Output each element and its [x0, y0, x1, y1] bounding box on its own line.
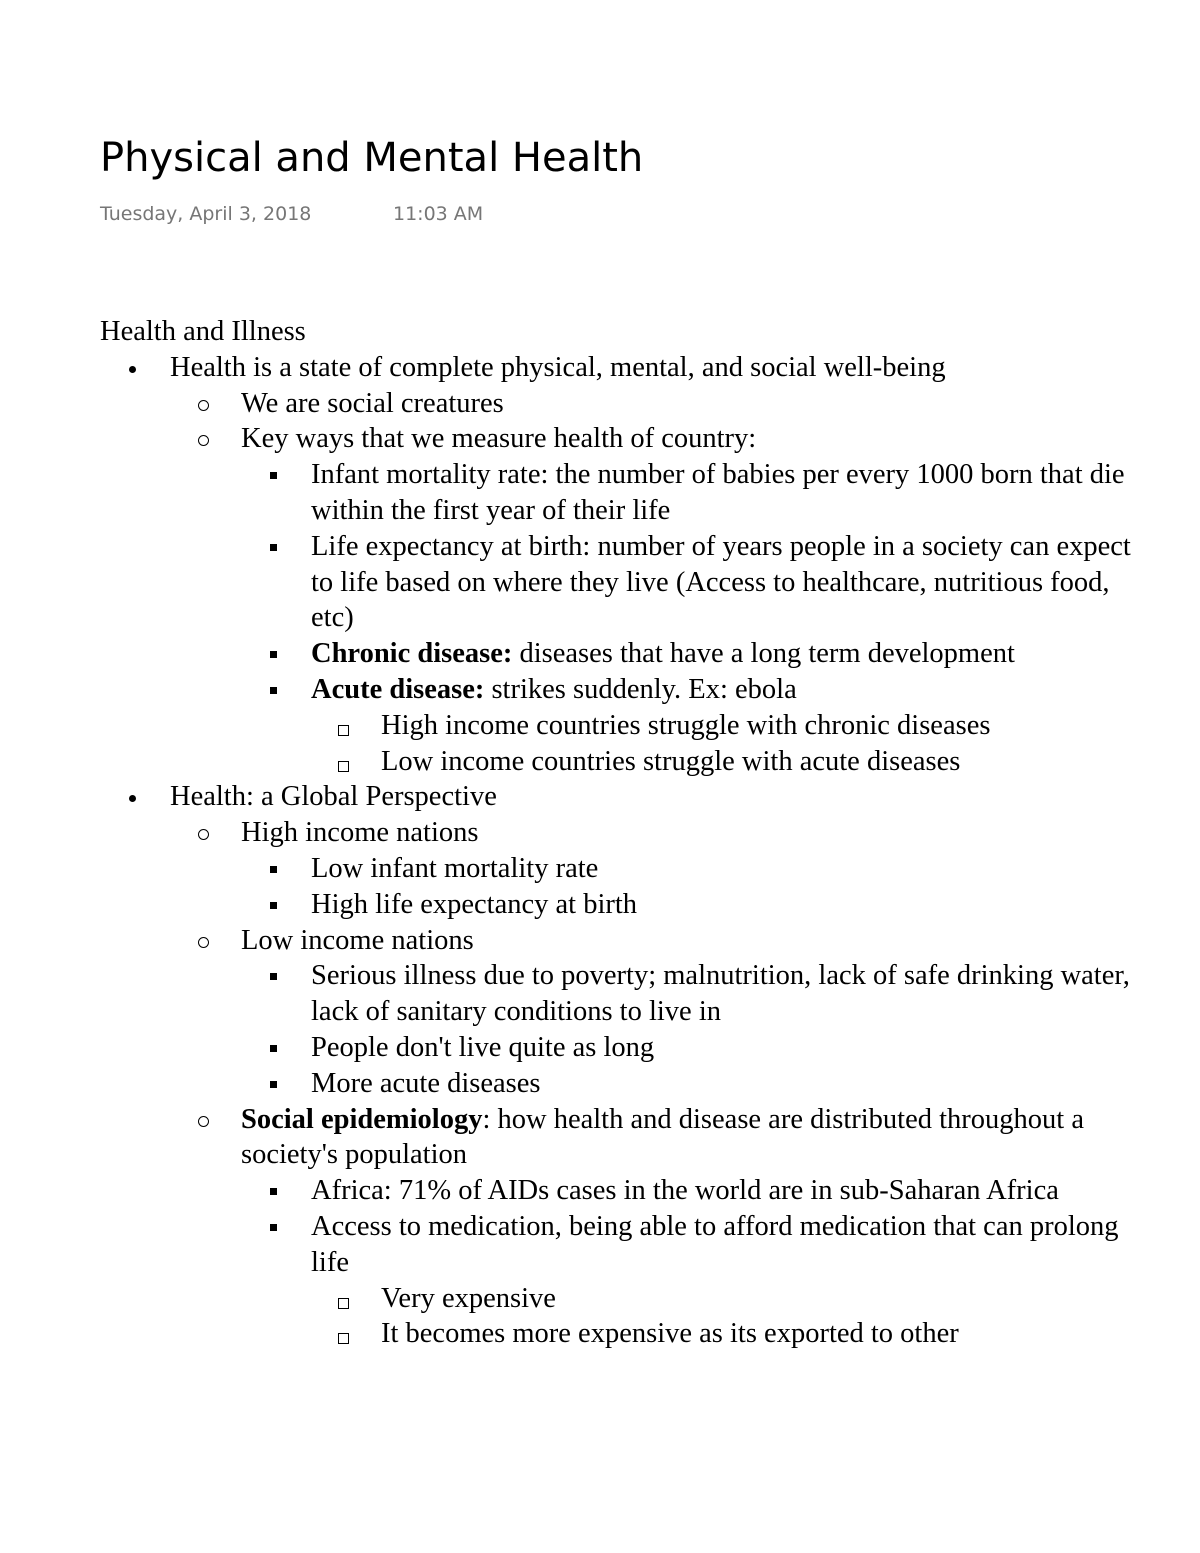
- item-text: Health is a state of complete physical, mental, and social well-being: [170, 351, 946, 383]
- list-item-text: [170, 352, 946, 383]
- item-text: We are social creatures: [241, 387, 504, 419]
- list-item: [241, 815, 1171, 851]
- page-title: Physical and Mental Health: [100, 135, 644, 181]
- list-item-text: [311, 1032, 654, 1063]
- list-item: [311, 529, 1156, 636]
- bullet-circle-icon: [195, 386, 215, 422]
- item-text: High income nations: [241, 817, 479, 849]
- list-item-text: [241, 1104, 1084, 1171]
- list-item-text: [311, 638, 1015, 669]
- list-item: [311, 887, 1156, 923]
- list-item: [311, 636, 1156, 672]
- bullet-circle-icon: [195, 923, 215, 959]
- list-item-text: [311, 1068, 541, 1099]
- item-text: : how health and disease are distributed throughout a society's population: [241, 1103, 1084, 1171]
- bullet-hollow-square-icon: [335, 1316, 355, 1352]
- item-text: High income countries struggle with chronic diseases: [381, 709, 991, 741]
- list-item-text: [311, 674, 797, 705]
- list-item-text: [311, 853, 598, 884]
- list-item-text: [170, 781, 497, 812]
- bullet-square-icon: [265, 887, 285, 923]
- section-heading: [100, 314, 1150, 350]
- item-text: Low income countries struggle with acute diseases: [381, 745, 961, 777]
- list-item: [311, 1030, 1156, 1066]
- bullet-square-icon: [265, 1066, 285, 1102]
- list-item: [381, 708, 1171, 744]
- item-text: Life expectancy at birth: number of years people in a society can expect to life based on where they live (Access to healthcare, nutritious food, etc): [311, 530, 1131, 634]
- item-text: Infant mortality rate: the number of babies per every 1000 born that die within the first year of their life: [311, 459, 1125, 526]
- bullet-square-icon: [265, 636, 285, 672]
- bullet-square-icon: [265, 851, 285, 887]
- bullet-square-icon: [265, 529, 285, 565]
- bold-term: Social epidemiology: [241, 1103, 483, 1135]
- bullet-square-icon: [265, 672, 285, 708]
- list-item-text: [311, 1175, 1059, 1206]
- page-time: 11:03 AM: [393, 203, 484, 225]
- item-text: strikes suddenly. Ex: ebola: [484, 673, 797, 705]
- item-text: Low income nations: [241, 924, 474, 956]
- list-item: [241, 386, 1171, 422]
- note-body: [0, 314, 1200, 1438]
- item-text: Low infant mortality rate: [311, 852, 599, 884]
- list-item-text: [381, 746, 960, 777]
- list-item: [311, 457, 1156, 529]
- list-item: [311, 1173, 1156, 1209]
- item-text: More acute diseases: [311, 1067, 541, 1099]
- list-item-text: [311, 960, 1130, 1027]
- bullet-dot-icon: [124, 350, 144, 386]
- list-item-text: [241, 423, 756, 454]
- list-item-text: [311, 889, 637, 920]
- bullet-square-icon: [265, 457, 285, 493]
- item-text: Very expensive: [381, 1282, 556, 1314]
- list-item: [311, 1066, 1156, 1102]
- bullet-circle-icon: [195, 421, 215, 457]
- item-text: diseases that have a long term development: [512, 638, 1015, 670]
- list-item: [241, 421, 1171, 457]
- list-item: [311, 851, 1156, 887]
- item-text: Health: a Global Perspective: [170, 781, 497, 813]
- bullet-square-icon: [265, 1209, 285, 1245]
- list-item-text: [241, 817, 478, 848]
- list-item: [381, 1281, 1171, 1317]
- list-item-text: [381, 710, 990, 741]
- item-text: It becomes more expensive as its exported to other: [381, 1318, 959, 1350]
- item-text: People don't live quite as long: [311, 1031, 655, 1063]
- list-item: [311, 672, 1156, 708]
- section-heading-text: Health and Illness: [100, 316, 306, 347]
- list-item: [311, 958, 1156, 1030]
- item-text: High life expectancy at birth: [311, 888, 638, 920]
- bullet-hollow-square-icon: [335, 744, 355, 780]
- item-text: Key ways that we measure health of country:: [241, 423, 757, 455]
- bullet-hollow-square-icon: [335, 1281, 355, 1317]
- bullet-square-icon: [265, 958, 285, 994]
- list-item: [381, 1316, 1171, 1352]
- list-item-text: [241, 388, 504, 419]
- list-item-text: [311, 1211, 1119, 1278]
- list-item: [170, 779, 1170, 815]
- list-item-text: [381, 1318, 959, 1349]
- bullet-circle-icon: [195, 815, 215, 851]
- bold-term: Acute disease:: [311, 673, 485, 705]
- item-text: Africa: 71% of AIDs cases in the world are in sub-Saharan Africa: [311, 1175, 1059, 1207]
- list-item-text: [241, 925, 474, 956]
- bullet-square-icon: [265, 1030, 285, 1066]
- list-item: [241, 923, 1171, 959]
- list-item-text: [381, 1283, 556, 1314]
- bold-term: Chronic disease:: [311, 638, 513, 670]
- item-text: Access to medication, being able to afford medication that can prolong life: [311, 1210, 1119, 1278]
- list-item: [381, 744, 1171, 780]
- bullet-square-icon: [265, 1173, 285, 1209]
- list-item-text: [311, 459, 1125, 526]
- list-item: [170, 350, 1170, 386]
- bullet-dot-icon: [124, 779, 144, 815]
- bullet-circle-icon: [195, 1102, 215, 1138]
- list-item-text: [311, 531, 1131, 634]
- list-item: [311, 1209, 1156, 1281]
- bullet-hollow-square-icon: [335, 708, 355, 744]
- page-date: Tuesday, April 3, 2018: [100, 203, 312, 225]
- item-text: Serious illness due to poverty; malnutrition, lack of safe drinking water, lack of sanitary conditions to live in: [311, 960, 1130, 1028]
- list-item: [241, 1102, 1171, 1174]
